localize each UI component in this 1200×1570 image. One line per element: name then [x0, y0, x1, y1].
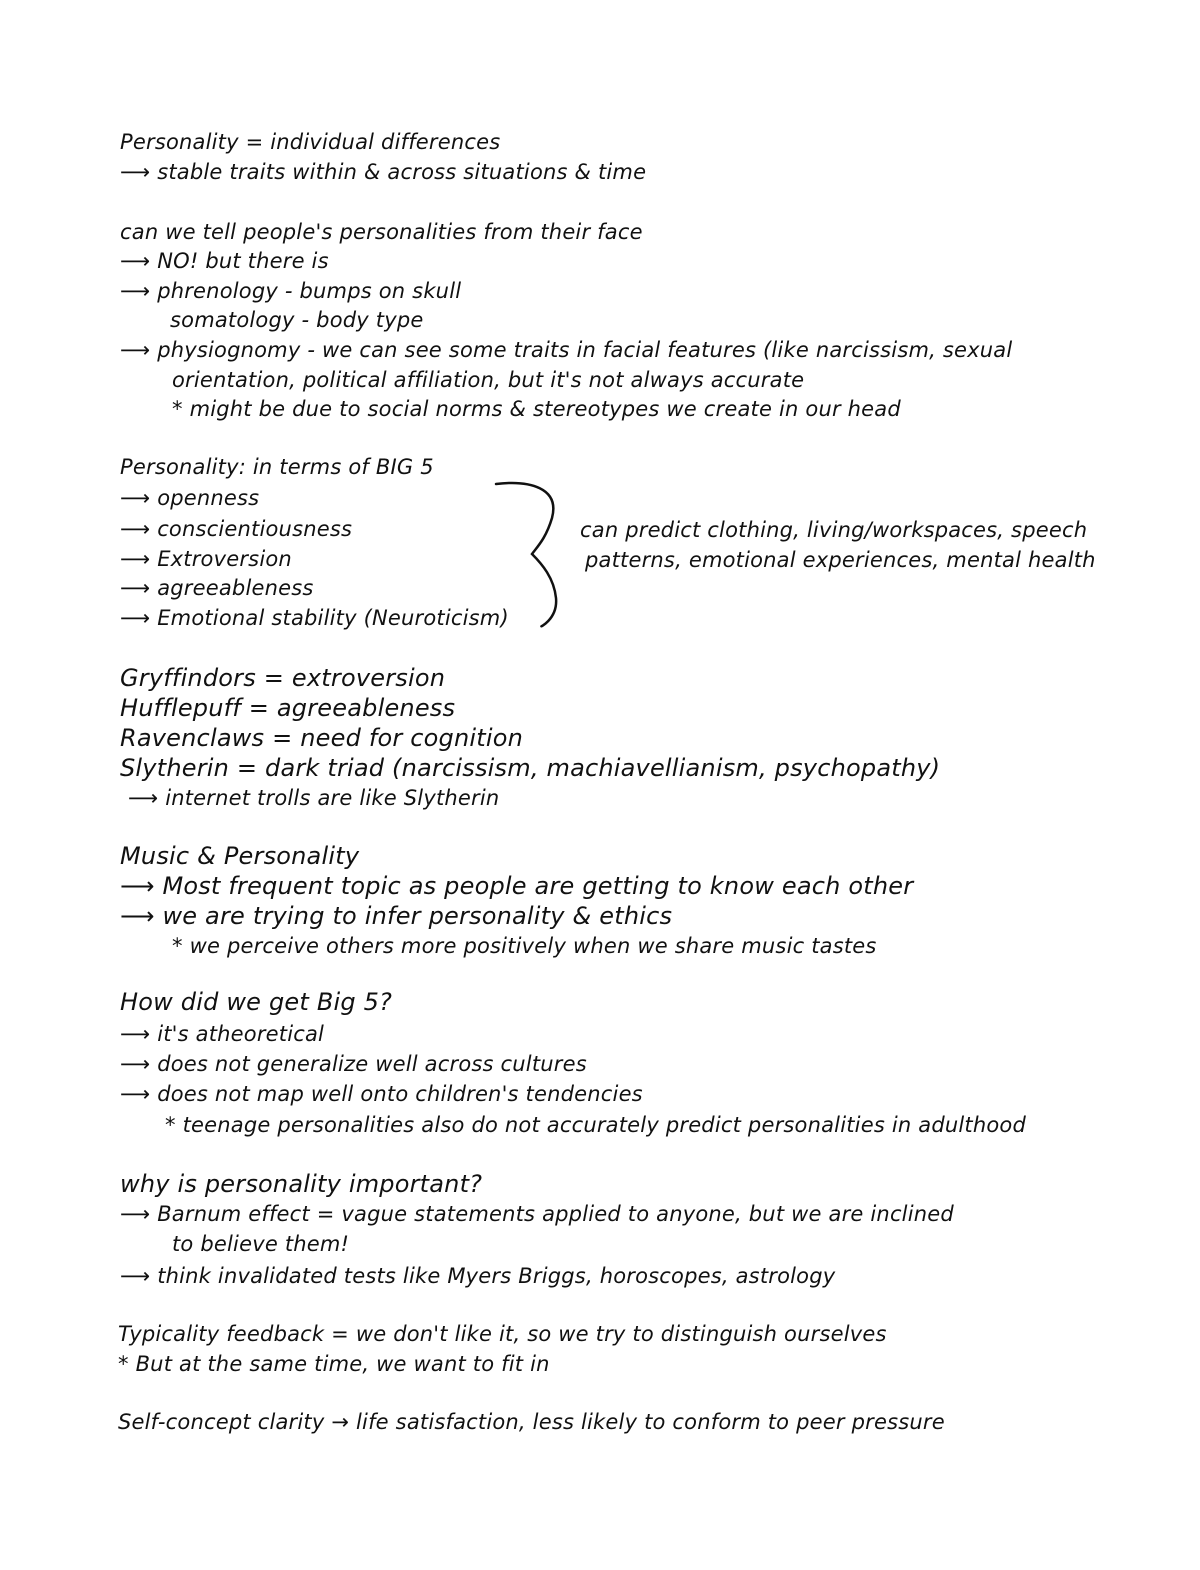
note-line: ⟶ it's atheoretical	[120, 1020, 324, 1048]
note-line: Ravenclaws = need for cognition	[120, 724, 524, 752]
note-line: ⟶ Most frequent topic as people are getting to know each other	[120, 872, 913, 900]
note-line: ⟶ does not map well onto children's tendencies	[120, 1080, 643, 1108]
list-item: ⟶ openness	[120, 484, 259, 512]
note-line: Hufflepuff = agreeableness	[120, 694, 456, 722]
note-line: Typicality feedback = we don't like it, so we try to distinguish ourselves	[118, 1322, 887, 1346]
note-line: ⟶ does not generalize well across cultures	[120, 1050, 587, 1078]
note-line: Slytherin = dark triad (narcissism, machiavellianism, psychopathy)	[120, 754, 941, 782]
curly-brace-icon	[490, 478, 570, 630]
note-line: * might be due to social norms & stereotypes we create in our head	[172, 397, 901, 421]
note-line: patterns, emotional experiences, mental health	[585, 548, 1096, 572]
note-line: * teenage personalities also do not accurately predict personalities in adulthood	[165, 1113, 1026, 1137]
note-line: can we tell people's personalities from their face	[120, 220, 643, 244]
note-line: ⟶ stable traits within & across situations & time	[120, 158, 646, 186]
list-item: ⟶ Emotional stability (Neuroticism)	[120, 604, 509, 632]
note-line: somatology - body type	[170, 308, 424, 332]
note-line: Personality = individual differences	[120, 130, 501, 154]
note-line: * we perceive others more positively when we share music tastes	[172, 934, 877, 958]
note-line: can predict clothing, living/workspaces, speech	[580, 518, 1088, 542]
note-line: Personality: in terms of BIG 5	[120, 455, 434, 479]
list-item: ⟶ Extroversion	[120, 545, 292, 573]
note-line: Self-concept clarity → life satisfaction, less likely to conform to peer pressure	[118, 1410, 945, 1434]
note-line: ⟶ we are trying to infer personality & ethics	[120, 902, 672, 930]
note-line: How did we get Big 5?	[120, 988, 393, 1016]
note-line: * But at the same time, we want to fit in	[118, 1352, 550, 1376]
note-line: ⟶ think invalidated tests like Myers Briggs, horoscopes, astrology	[120, 1262, 835, 1290]
note-line: ⟶ phrenology - bumps on skull	[120, 277, 461, 305]
note-line: why is personality important?	[120, 1170, 483, 1198]
note-line: ⟶ NO! but there is	[120, 247, 329, 275]
note-line: ⟶ internet trolls are like Slytherin	[128, 784, 499, 812]
note-line: Gryffindors = extroversion	[120, 664, 446, 692]
note-line: ⟶ physiognomy - we can see some traits in facial features (like narcissism, sexual	[120, 336, 1012, 364]
list-item: ⟶ conscientiousness	[120, 515, 352, 543]
note-line: orientation, political affiliation, but it's not always accurate	[172, 368, 805, 392]
note-line: to believe them!	[172, 1232, 350, 1256]
list-item: ⟶ agreeableness	[120, 574, 314, 602]
note-line: ⟶ Barnum effect = vague statements applied to anyone, but we are inclined	[120, 1200, 954, 1228]
note-line: Music & Personality	[120, 842, 360, 870]
